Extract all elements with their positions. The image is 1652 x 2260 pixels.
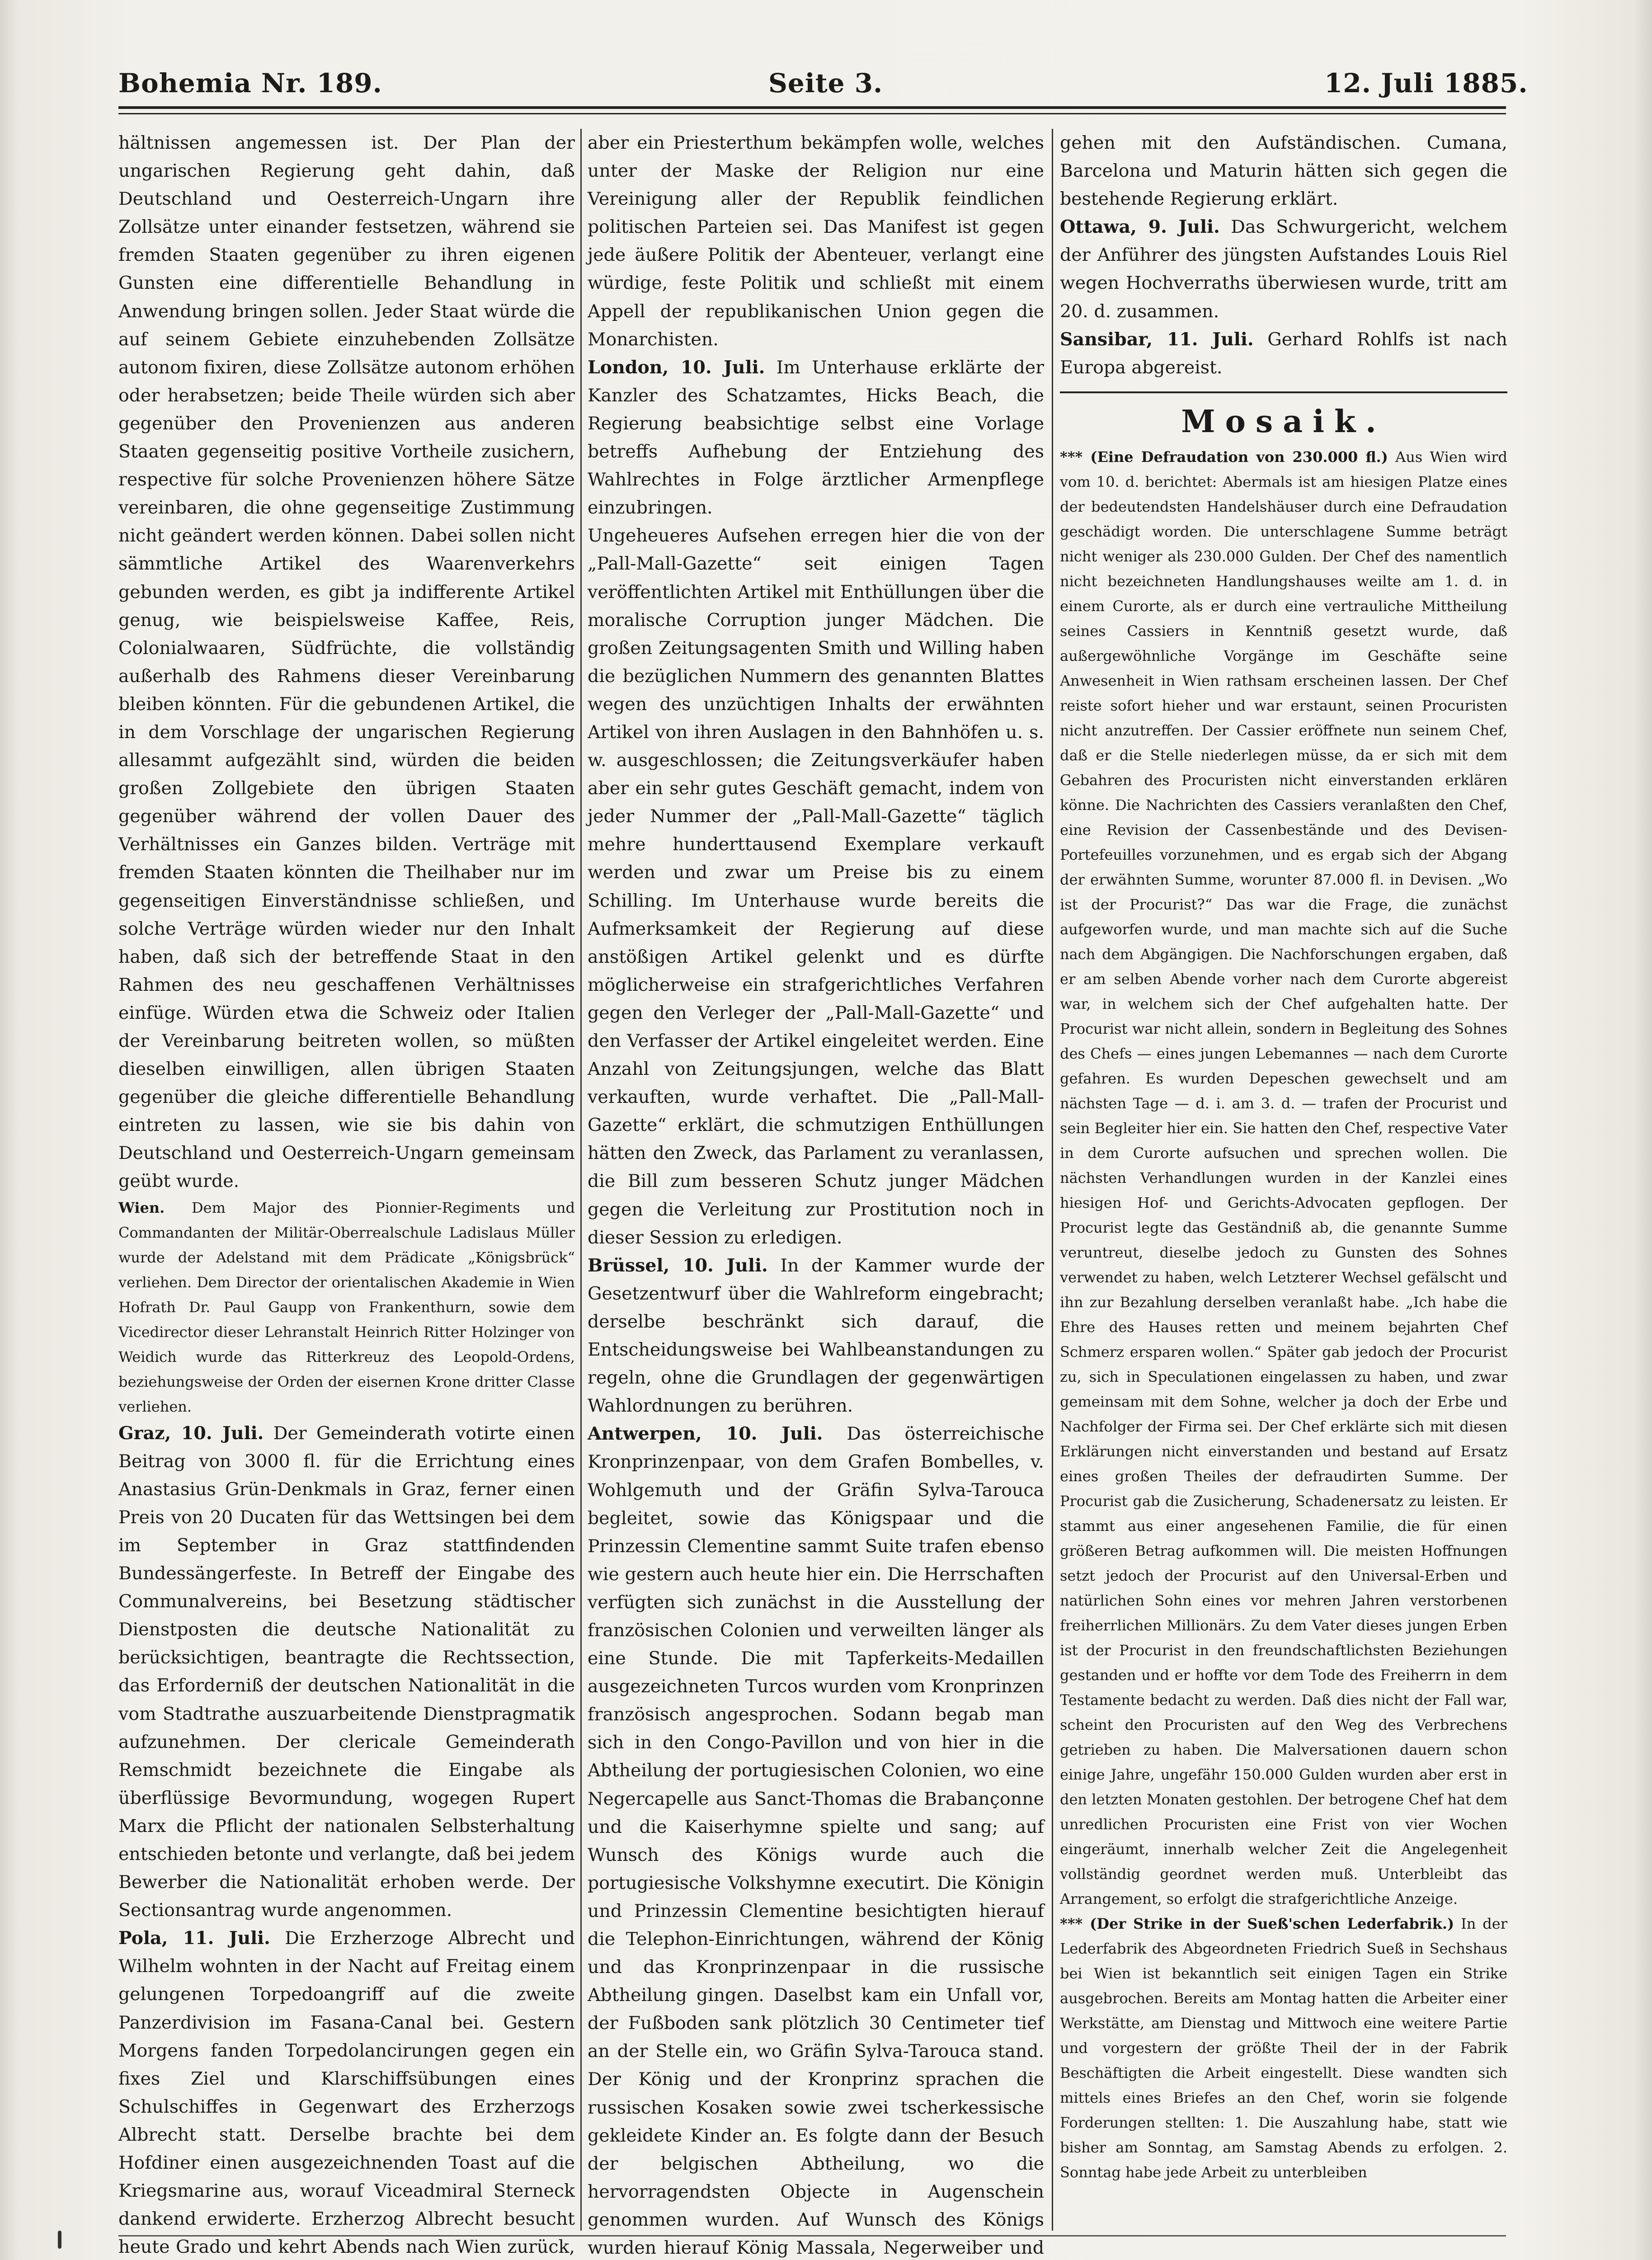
- news-text: Dem Major des Pionnier-Regiments und Commandanten der Militär-Oberrealschule Ladislaus Müller wurde der Adelstand mit dem Prädicate „Königsbrück“ verliehen. Dem Director der orientalischen Akademie in Wien Hofrath Dr. Paul Gaupp von Frankenthurn, sowie dem Vicedirector dieser Lehranstalt Heinrich Ritter Holzinger von Weidich wurde das Ritterkreuz des Leopold-Ordens, beziehungsweise der Orden der eisernen Krone dritter Classe verliehen.: [118, 1199, 575, 1415]
- news-item-pola: [118, 1924, 575, 2260]
- column-3: [1060, 129, 1507, 2231]
- dateline: Sansibar, 11. Juli.: [1060, 329, 1254, 350]
- news-item-wien: [118, 1196, 575, 1419]
- news-text: Der Gemeinderath votirte einen Beitrag von 3000 fl. für die Errichtung eines Anastasius Grün-Denkmals in Graz, ferner einen Preis von 20 Ducaten für das Wettsingen bei dem im September in Graz stattfindenden Bundessängerfeste. In Betreff der Eingabe des Communalvereins, bei Besetzung städtischer Dienstposten die deutsche Nationalität zu berücksichtigen, beantragte die Rechtssection, das Erforderniß der deutschen Nationalität in die vom Stadtrathe auszuarbeitende Dienstpragmatik aufzunehmen. Der clericale Gemeinderath Remschmidt bezeichnete die Eingabe als überflüssige Bevormundung, wogegen Rupert Marx die Pflicht der nationalen Selbsterhaltung entschieden betonte und verlangte, daß bei jedem Bewerber die Nationalität erhoben werde. Der Sectionsantrag wurde angenommen.: [118, 1422, 575, 1921]
- section-rule: [1060, 391, 1507, 393]
- section-title-mosaik: Mosaik.: [1181, 403, 1386, 440]
- news-item-graz: [118, 1419, 575, 1925]
- masthead-issue: Bohemia Nr. 189.: [118, 68, 382, 99]
- dateline: London, 10. Juli.: [588, 357, 765, 378]
- news-item-antwerpen: [588, 1420, 1044, 2260]
- dateline: Brüssel, 10. Juli.: [588, 1255, 768, 1276]
- page-edge-left: [0, 0, 18, 2260]
- dateline: Ottawa, 9. Juli.: [1060, 217, 1220, 238]
- news-item-bruessel: [588, 1252, 1044, 1420]
- news-text: Im Unterhause erklärte der Kanzler des Schatzamtes, Hicks Beach, die Regierung beabsichtige selbst eine Vorlage betreffs Aufhebung der Entziehung des Wahlrechtes in Folge ärztlicher Armenpflege einzubringen.: [588, 357, 1045, 518]
- news-text: Gerhard Rohlfs ist nach Europa abgereist.: [1060, 329, 1507, 378]
- news-item-ottawa: [1060, 213, 1507, 325]
- column-divider: [580, 129, 582, 2231]
- footer-rule: [118, 2235, 1506, 2236]
- column-1: [118, 129, 575, 2258]
- news-text: Das Schwurgericht, welchem der Anführer des jüngsten Aufstandes Louis Riel wegen Hochverraths überwiesen wurde, tritt am 20. d. zusammen.: [1060, 217, 1507, 322]
- news-item-defraudation: [1060, 445, 1507, 1912]
- page-edge-right: [1634, 0, 1652, 2260]
- dateline: Antwerpen, 10. Juli.: [588, 1423, 823, 1445]
- article-body: aber ein Priesterthum bekämpfen wolle, welches unter der Maske der Religion nur eine Vereinigung aller der Republik feindlichen politischen Parteien sei. Das Manifest ist gegen jede äußere Politik der Abenteuer, verlangt eine würdige, feste Politik und schließt mit einem Appell der republikanischen Union gegen die Monarchisten.: [588, 132, 1044, 350]
- header-rule-thin: [118, 113, 1506, 114]
- header-rule: [118, 106, 1506, 109]
- news-item-london: [588, 353, 1044, 522]
- column-divider: [1052, 129, 1053, 2231]
- news-text: Das österreichische Kronprinzenpaar, von dem Grafen Bombelles, v. Wohlgemuth und der Gräfin Sylva-Tarouca begleitet, sowie das Königspaar und die Prinzessin Clementine sammt Suite trafen ebenso wie gestern auch heute hier ein. Die Herrschaften verfügten sich zunächst in die Ausstellung der französischen Colonien und verweilten länger als eine Stunde. Die mit Tapferkeits-Medaillen ausgezeichneten Turcos wurden vom Kronprinzen französisch angesprochen. Sodann begab man sich in den Congo-Pavillon und von hier in die Abtheilung der portugiesischen Colonien, wo eine Negercapelle aus Sanct-Thomas die Brabançonne und die Kaiserhymne spielte und sang; auf Wunsch des Königs wurde auch die portugiesische Volkshymne executirt. Die Königin und Prinzessin Clementine besichtigten hierauf die Telephon-Einrichtungen, während der König und das Kronprinzenpaar in die russische Abtheilung gingen. Daselbst kam ein Unfall vor, der Fußboden sank plötzlich 30 Centimeter tief an der Stelle ein, wo Gräfin Sylva-Tarouca stand. Der König und der Kronprinz sprachen die russischen Kosaken sowie zwei tscherkessische gekleidete Kinder an. Es folgte dann der Besuch der belgischen Abtheilung, wo die hervorragendsten Objecte in Augenschein genommen wurden. Auf Wunsch des Königs wurden hierauf König Massala, Negerweiber und: [588, 1423, 1045, 2259]
- dateline: Graz, 10. Juli.: [118, 1422, 264, 1444]
- news-item-sansibar: [1060, 325, 1507, 381]
- issue-date: 12. Juli 1885.: [1324, 68, 1528, 99]
- item-heading: *** (Eine Defraudation von 230.000 fl.): [1060, 448, 1388, 466]
- dateline: Pola, 11. Juli.: [118, 1928, 270, 1949]
- news-item-strike: [1060, 1912, 1507, 2185]
- column-2: [588, 129, 1045, 2259]
- news-text: Die Erzherzoge Albrecht und Wilhelm wohnten in der Nacht auf Freitag einem gelungenen Torpedoangriff auf die zweite Panzerdivision im Fasana-Canal bei. Gestern Morgens fanden Torpedolancirungen gegen ein fixes Ziel und Klarschiffsübungen eines Schulschiffes in Gegenwart des Erzherzogs Albrecht statt. Derselbe brachte bei dem Hofdiner einen ausgezeichnenden Toast auf die Kriegsmarine aus, worauf Viceadmiral Sterneck dankend erwiderte. Erzherzog Albrecht besucht heute Grado und kehrt Abends nach Wien zurück,: [118, 1928, 575, 2258]
- article-body: gehen mit den Aufständischen. Cumana, Barcelona und Maturin hätten sich gegen die bestehende Regierung erklärt.: [1060, 132, 1507, 210]
- news-item-london-2: Ungeheueres Aufsehen erregen hier die von der „Pall-Mall-Gazette“ seit einigen Tagen veröffentlichten Artikel mit Enthüllungen über die moralische Corruption junger Mädchen. Die großen Zeitungsagenten Smith und Willing haben die bezüglichen Nummern des genannten Blattes wegen des unzüchtigen Inhalts der erwähnten Artikel von ihren Auslagen in den Bahnhöfen u. s. w. ausgeschlossen; die Zeitungsverkäufer haben aber ein sehr gutes Geschäft gemacht, indem von jeder Nummer der „Pall-Mall-Gazette“ täglich mehre hunderttausend Exemplare verkauft werden und zwar um Preise bis zu einem Schilling. Im Unterhause wurde bereits die Aufmerksamkeit der Regierung auf diese anstößigen Artikel gelenkt und es dürfte möglicherweise ein strafgerichtliches Verfahren gegen den Verleger der „Pall-Mall-Gazette“ und den Verfasser der Artikel eingeleitet werden. Eine Anzahl von Zeitungsjungen, welche das Blatt verkauften, wurde verhaftet. Die „Pall-Mall-Gazette“ erklärt, die schmutzigen Enthüllungen hätten den Zweck, das Parlament zu veranlassen, die Bill zum besseren Schutz junger Mädchen gegen die Verleitung zur Prostitution noch in dieser Session zu erledigen.: [588, 525, 1044, 1248]
- dateline: Wien.: [118, 1199, 165, 1216]
- news-text: In der Lederfabrik des Abgeordneten Friedrich Sueß in Sechshaus bei Wien ist bekanntlich seit einigen Tagen ein Strike ausgebrochen. Bereits am Montag hatten die Arbeiter einer Werkstätte, am Dienstag und Mittwoch eine weitere Partie und vorgestern der größte Theil der in der Fabrik Beschäftigten die Arbeit eingestellt. Diese wandten sich mittels eines Briefes an den Chef, worin sie folgende Forderungen stellten: 1. Die Auszahlung habe, statt wie bisher am Sonntag, am Samstag Abends zu erfolgen. 2. Sonntag habe jede Arbeit zu unterbleiben: [1060, 1915, 1508, 2181]
- article-body: hältnissen angemessen ist. Der Plan der ungarischen Regierung geht dahin, daß Deutschland und Oesterreich-Ungarn ihre Zollsätze unter einander festsetzen, während sie fremden Staaten gegenüber zu ihren eigenen Gunsten eine differentielle Behandlung in Anwendung bringen sollen. Jeder Staat würde die auf seinem Gebiete einzuhebenden Zollsätze autonom fixiren, diese Zollsätze autonom erhöhen oder herabsetzen; beide Theile würden sich aber gegenüber den Provenienzen aus anderen Staaten gegenseitig positive Vortheile zusichern, respective für solche Provenienzen höhere Sätze vereinbaren, die ohne gegenseitige Zustimmung nicht geändert werden können. Dabei sollen nicht sämmtliche Artikel des Waarenverkehrs gebunden werden, es gibt ja indifferente Artikel genug, wie beispielsweise Kaffee, Reis, Colonialwaaren, Südfrüchte, die vollständig außerhalb des Rahmens dieser Vereinbarung bleiben könnten. Für die gebundenen Artikel, die in dem Vorschlage der ungarischen Regierung allesammt aufgezählt sind, würden die beiden großen Zollgebiete den übrigen Staaten gegenüber während der vollen Dauer des Verhältnisses ein Ganzes bilden. Verträge mit fremden Staaten könnten die Theilhaber nur im gegenseitigen Einverständnisse schließen, und solche Verträge würden wieder nur den Inhalt haben, daß sich der betreffende Staat in den Rahmen des neu geschaffenen Verhältnisses einfüge. Würden etwa die Schweiz oder Italien der Vereinbarung beitreten wollen, so müßten dieselben einwilligen, allen übrigen Staaten gegenüber die gleiche differentielle Behandlung eintreten zu lassen, wie sie bis dahin von Deutschland und Oesterreich-Ungarn gemeinsam geübt wurde.: [118, 132, 575, 1192]
- page-number: Seite 3.: [768, 68, 883, 99]
- item-heading: *** (Der Strike in der Sueß'schen Lederfabrik.): [1060, 1915, 1454, 1932]
- news-text: In der Kammer wurde der Gesetzentwurf über die Wahlreform eingebracht; derselbe beschränkt sich darauf, die Entscheidungsweise bei Wahlbeanstandungen zu regeln, ohne die Grundlagen der gegenwärtigen Wahlordnungen zu berühren.: [588, 1255, 1044, 1417]
- news-text: Aus Wien wird vom 10. d. berichtet: Abermals ist am hiesigen Platze eines der bedeutendsten Handelshäuser durch eine Defraudation geschädigt worden. Die unterschlagene Summe beträgt nicht weniger als 230.000 Gulden. Der Chef des namentlich nicht bezeichneten Handlungshauses weilte am 1. d. in einem Curorte, als er durch eine vertrauliche Mittheilung seines Cassiers in Kenntniß gesetzt wurde, daß außergewöhnliche Vorgänge im Geschäfte seine Anwesenheit in Wien rathsam erscheinen lassen. Der Chef reiste sofort hieher und war erstaunt, seinen Procuristen nicht anzutreffen. Der Cassier eröffnete nun seinem Chef, daß er die Stelle niederlegen müsse, da er sich mit dem Gebahren des Procuristen nicht einverstanden erklären könne. Die Nachrichten des Cassiers veranlaßten den Chef, eine Revision der Cassenbestände und des Devisen-Portefeuilles vorzunehmen, und es ergab sich der Abgang der erwähnten Summe, worunter 87.000 fl. in Devisen. „Wo ist der Procurist?“ Das war die Frage, die zunächst aufgeworfen wurde, und man machte sich auf die Suche nach dem Abgängigen. Die Nachforschungen ergaben, daß er am selben Abende vorher nach dem Curorte abgereist war, in welchem sich der Chef aufgehalten hatte. Der Procurist war nicht allein, sondern in Begleitung des Sohnes des Chefs — eines jungen Lebemannes — nach dem Curorte gefahren. Es wurden Depeschen gewechselt und am nächsten Tage — d. i. am 3. d. — trafen der Procurist und sein Begleiter hier ein. Sie hatten den Chef, respective Vater in dem Curorte aufsuchen und sprechen wollen. Die nächsten Verhandlungen wurden in der Kanzlei eines hiesigen Hof- und Gerichts-Advocaten gepflogen. Der Procurist legte das Geständniß ab, die genannte Summe veruntreut, dieselbe jedoch zu Gunsten des Sohnes verwendet zu haben, welch Letzterer Wechsel gefälscht und ihn zur Bezahlung derselben veranlaßt habe. „Ich habe die Ehre des Hauses retten und meinem bejahrten Chef Schmerz ersparen wollen.“ Später gab jedoch der Procurist zu, sich in Speculationen eingelassen zu haben, und zwar gemeinsam mit dem Sohne, welcher ja doch der Erbe und Nachfolger der Firma sei. Der Chef erklärte sich mit diesen Erklärungen nicht einverstanden und bestand auf Ersatz eines großen Theiles der defraudirten Summe. Der Procurist gab die Zusicherung, Schadenersatz zu leisten. Er stammt aus einer angesehenen Familie, die für einen größeren Betrag aufkommen will. Die meisten Hoffnungen setzt jedoch der Procurist auf den Universal-Erben und natürlichen Sohn eines vor mehren Jahren verstorbenen freiherrlichen Millionärs. Zu dem Vater dieses jungen Erben ist der Procurist in den freundschaftlichsten Beziehungen gestanden und er hoffte vor dem Tode des Freiherrn in dem Testamente bedacht zu werden. Daß dies nicht der Fall war, scheint den Procuristen auf den Weg des Verbrechens getrieben zu haben. Die Malversationen dauern schon einige Jahre, ungefähr 150.000 Gulden wurden aber erst in den letzten Monaten gestohlen. Der betrogene Chef hat dem unredlichen Procuristen eine Frist von vier Wochen eingeräumt, innerhalb welcher Zeit die Angelegenheit vollständig geordnet werden muß. Unterbleibt das Arrangement, so erfolgt die strafgerichtliche Anzeige.: [1060, 448, 1508, 1907]
- margin-mark: [58, 2231, 61, 2249]
